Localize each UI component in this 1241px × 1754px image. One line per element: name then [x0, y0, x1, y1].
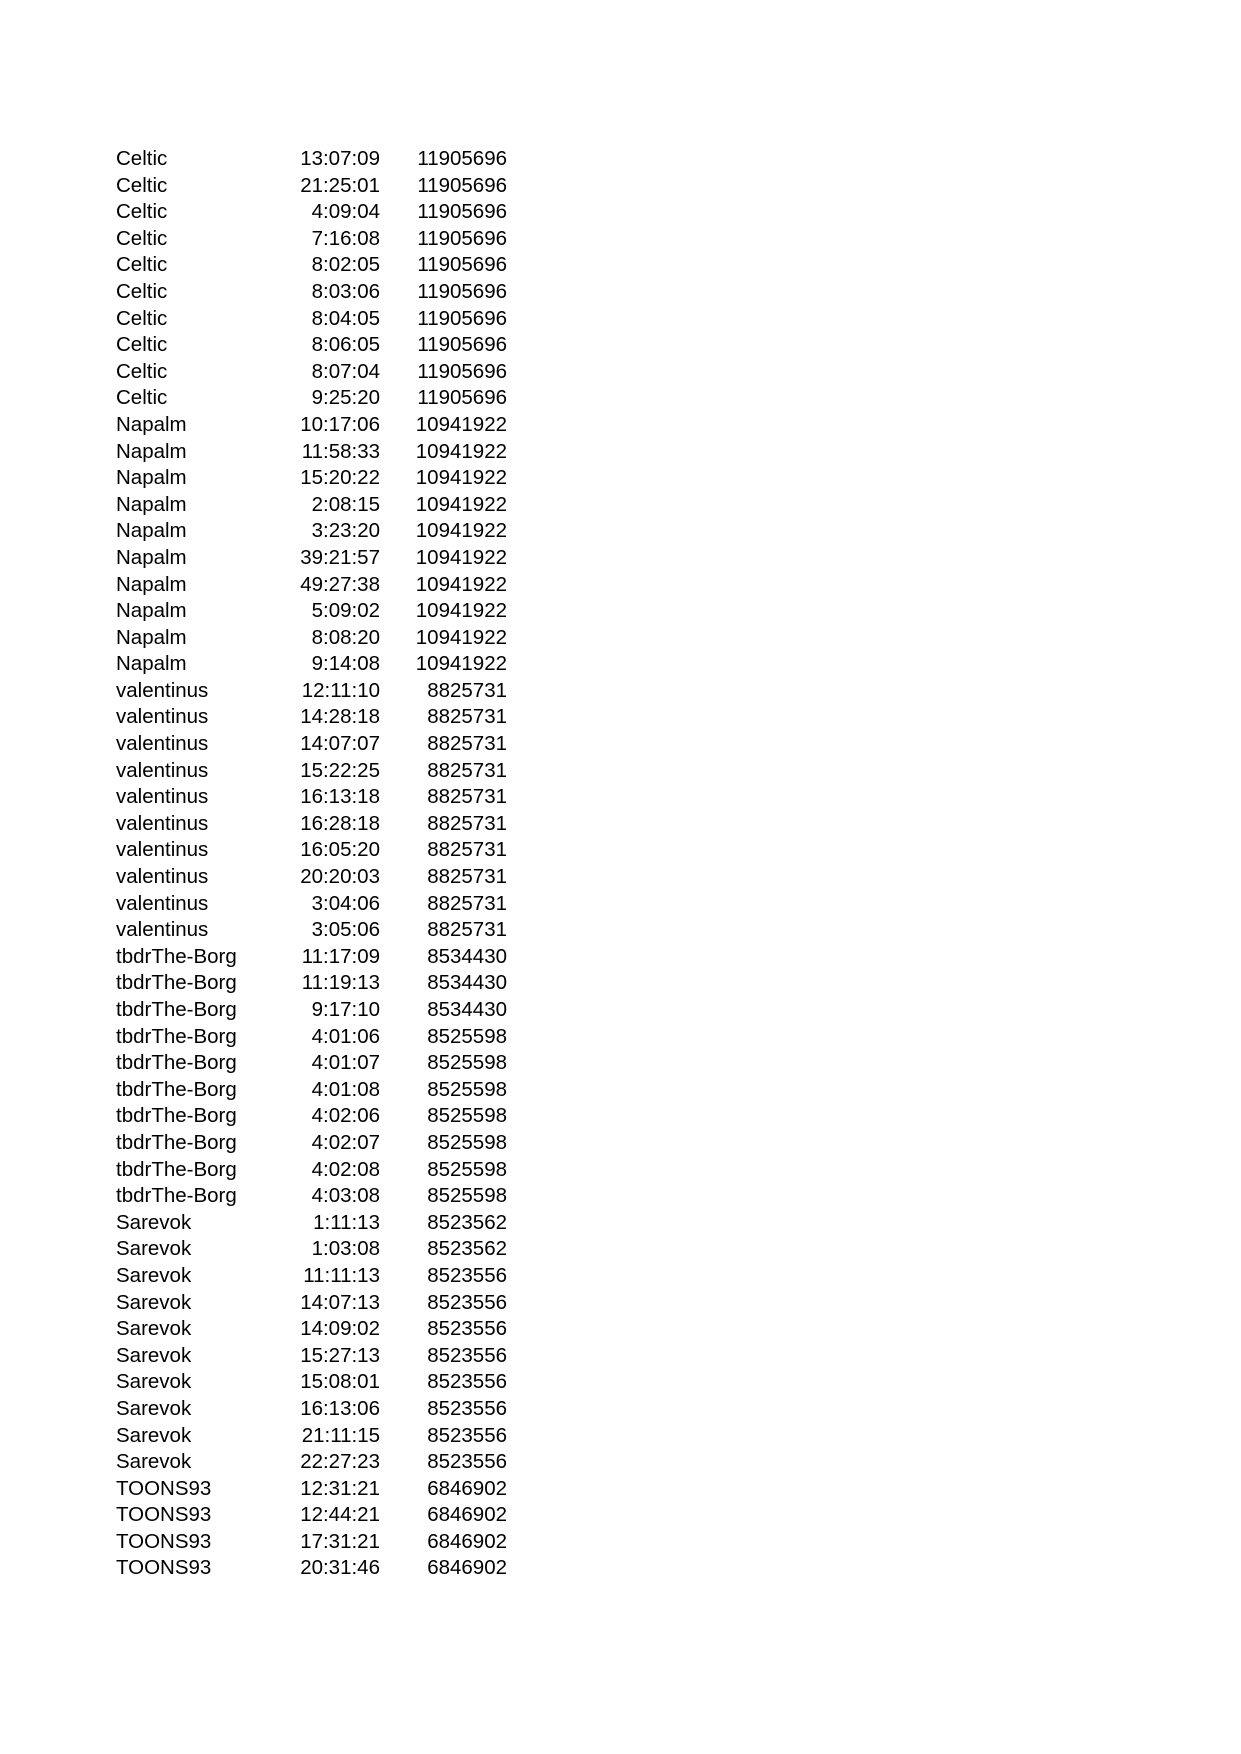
table-row [116, 1103, 507, 1130]
score-cell: 8523556 [427, 1263, 507, 1287]
player-name-cell: Celtic [116, 200, 168, 224]
player-name-cell: TOONS93 [116, 1503, 212, 1527]
table-row [116, 385, 507, 412]
score-cell: 8825731 [427, 705, 507, 729]
time-cell: 9:17:10 [311, 998, 380, 1021]
score-cell: 6846902 [427, 1476, 507, 1500]
table-row [116, 173, 507, 200]
player-name-cell: tbdrThe-Borg [116, 944, 237, 968]
time-cell: 16:28:18 [300, 811, 380, 835]
player-name-cell: Sarevok [116, 1343, 192, 1367]
score-cell: 8534430 [427, 998, 507, 1021]
score-cell: 6846902 [427, 1556, 507, 1580]
score-cell: 8525598 [427, 1157, 507, 1181]
player-name-cell: valentinus [116, 705, 209, 729]
table-row [116, 1529, 507, 1556]
player-name-cell: Sarevok [116, 1450, 192, 1474]
time-cell: 14:07:07 [300, 732, 380, 756]
time-cell: 16:13:06 [300, 1396, 380, 1420]
table-row [116, 997, 507, 1024]
time-cell: 21:25:01 [300, 173, 380, 197]
player-name-cell: Napalm [116, 519, 187, 543]
time-cell: 8:06:05 [311, 333, 380, 357]
time-cell: 20:20:03 [300, 865, 380, 889]
table-body [116, 146, 507, 1582]
time-cell: 4:01:08 [311, 1077, 380, 1101]
player-name-cell: Celtic [116, 253, 168, 277]
player-name-cell: Napalm [116, 545, 187, 569]
score-cell: 6846902 [427, 1529, 507, 1553]
score-cell: 8523556 [427, 1343, 507, 1367]
table-row [116, 651, 507, 678]
player-name-cell: valentinus [116, 758, 209, 782]
time-cell: 8:07:04 [311, 359, 380, 383]
score-cell: 8825731 [427, 918, 507, 942]
score-cell: 8534430 [427, 944, 507, 968]
score-cell: 8825731 [427, 732, 507, 756]
player-name-cell: valentinus [116, 918, 209, 942]
table-row [116, 518, 507, 545]
score-cell: 11905696 [417, 147, 507, 170]
score-cell: 10941922 [415, 466, 507, 490]
table-row [116, 598, 507, 625]
score-cell: 11905696 [417, 279, 507, 303]
player-name-cell: valentinus [116, 811, 209, 835]
score-cell: 11905696 [417, 200, 507, 224]
time-cell: 14:09:02 [300, 1317, 380, 1341]
score-cell: 10941922 [415, 572, 507, 596]
time-cell: 22:27:23 [300, 1450, 380, 1474]
table-row [116, 1157, 507, 1184]
score-cell: 8825731 [427, 678, 507, 702]
score-cell: 6846902 [427, 1503, 507, 1527]
player-name-cell: Sarevok [116, 1370, 192, 1394]
table-row [116, 306, 507, 333]
score-cell: 8825731 [427, 838, 507, 862]
player-name-cell: tbdrThe-Borg [116, 1157, 237, 1181]
score-cell: 10941922 [415, 519, 507, 543]
time-cell: 15:22:25 [300, 758, 380, 782]
time-cell: 16:05:20 [300, 838, 380, 862]
score-cell: 8825731 [427, 758, 507, 782]
table-row [116, 1423, 507, 1450]
table-row [116, 1369, 507, 1396]
score-cell: 10941922 [415, 412, 507, 436]
player-name-cell: TOONS93 [116, 1529, 212, 1553]
table-row [116, 1050, 507, 1077]
table-row [116, 625, 507, 652]
time-cell: 12:44:21 [300, 1503, 380, 1527]
player-name-cell: Napalm [116, 439, 187, 463]
score-cell: 11905696 [417, 226, 507, 250]
time-cell: 11:11:13 [303, 1263, 380, 1287]
player-name-cell: Sarevok [116, 1423, 192, 1447]
player-name-cell: Celtic [116, 173, 168, 197]
player-name-cell: valentinus [116, 785, 209, 809]
time-cell: 5:09:02 [311, 599, 380, 623]
data-table [116, 146, 507, 1582]
table-row [116, 252, 507, 279]
player-name-cell: valentinus [116, 838, 209, 862]
player-name-cell: Sarevok [116, 1396, 192, 1420]
player-name-cell: Napalm [116, 599, 187, 623]
time-cell: 8:02:05 [311, 253, 380, 277]
player-name-cell: Sarevok [116, 1237, 192, 1261]
time-cell: 1:03:08 [311, 1237, 380, 1261]
score-cell: 8523556 [427, 1423, 507, 1447]
table-row [116, 492, 507, 519]
table-row [116, 199, 507, 226]
time-cell: 7:16:08 [311, 226, 380, 250]
player-name-cell: tbdrThe-Borg [116, 1130, 237, 1154]
player-name-cell: Sarevok [116, 1263, 192, 1287]
player-name-cell: Celtic [116, 147, 168, 170]
table-row [116, 811, 507, 838]
player-name-cell: tbdrThe-Borg [116, 1051, 237, 1075]
score-cell: 8525598 [427, 1130, 507, 1154]
score-cell: 8523556 [427, 1370, 507, 1394]
score-cell: 8525598 [427, 1051, 507, 1075]
player-name-cell: Celtic [116, 279, 168, 303]
player-name-cell: tbdrThe-Borg [116, 1024, 237, 1048]
time-cell: 17:31:21 [300, 1529, 380, 1553]
time-cell: 12:11:10 [301, 678, 380, 702]
table-row [116, 837, 507, 864]
time-cell: 4:01:06 [311, 1024, 380, 1048]
score-cell: 10941922 [415, 492, 507, 516]
score-cell: 8523562 [427, 1237, 507, 1261]
player-name-cell: Celtic [116, 386, 168, 410]
player-name-cell: valentinus [116, 891, 209, 915]
score-cell: 8825731 [427, 891, 507, 915]
time-cell: 4:02:08 [311, 1157, 380, 1181]
time-cell: 49:27:38 [300, 572, 380, 596]
score-cell: 10941922 [415, 599, 507, 623]
table-row [116, 917, 507, 944]
player-name-cell: valentinus [116, 732, 209, 756]
table-row [116, 1343, 507, 1370]
player-name-cell: tbdrThe-Borg [116, 971, 237, 995]
table-row [116, 332, 507, 359]
score-cell: 11905696 [417, 333, 507, 357]
time-cell: 4:03:08 [311, 1184, 380, 1208]
time-cell: 15:27:13 [300, 1343, 380, 1367]
table-row [116, 731, 507, 758]
score-cell: 8534430 [427, 971, 507, 995]
score-cell: 8523562 [427, 1210, 507, 1234]
time-cell: 16:13:18 [300, 785, 380, 809]
time-cell: 20:31:46 [300, 1556, 380, 1580]
table-row [116, 146, 507, 173]
time-cell: 9:25:20 [311, 386, 380, 410]
player-name-cell: Celtic [116, 226, 168, 250]
table-row [116, 1077, 507, 1104]
table-row [116, 864, 507, 891]
score-cell: 11905696 [417, 359, 507, 383]
table-row [116, 1263, 507, 1290]
table-row [116, 1024, 507, 1051]
time-cell: 39:21:57 [300, 545, 380, 569]
time-cell: 15:08:01 [300, 1370, 380, 1394]
time-cell: 14:28:18 [300, 705, 380, 729]
table-row [116, 1210, 507, 1237]
table-row [116, 891, 507, 918]
table-row [116, 944, 507, 971]
score-cell: 11905696 [417, 306, 507, 330]
score-cell: 8523556 [427, 1290, 507, 1314]
time-cell: 11:19:13 [301, 971, 380, 995]
player-name-cell: Napalm [116, 652, 187, 676]
time-cell: 12:31:21 [300, 1476, 380, 1500]
score-cell: 10941922 [415, 545, 507, 569]
player-name-cell: Sarevok [116, 1290, 192, 1314]
table-row [116, 1502, 507, 1529]
score-cell: 11905696 [417, 173, 507, 197]
time-cell: 21:11:15 [301, 1423, 380, 1447]
table-row [116, 545, 507, 572]
player-name-cell: tbdrThe-Borg [116, 1184, 237, 1208]
table-row [116, 465, 507, 492]
score-cell: 8525598 [427, 1024, 507, 1048]
table-row [116, 678, 507, 705]
player-name-cell: tbdrThe-Borg [116, 998, 237, 1021]
time-cell: 14:07:13 [300, 1290, 380, 1314]
player-name-cell: tbdrThe-Borg [116, 1104, 237, 1128]
score-cell: 8523556 [427, 1450, 507, 1474]
time-cell: 1:11:13 [313, 1210, 380, 1234]
time-cell: 8:08:20 [311, 625, 380, 649]
table-row [116, 226, 507, 253]
table-row [116, 439, 507, 466]
score-cell: 10941922 [415, 625, 507, 649]
table-row [116, 704, 507, 731]
time-cell: 3:05:06 [311, 918, 380, 942]
player-name-cell: Celtic [116, 333, 168, 357]
time-cell: 11:17:09 [301, 944, 380, 968]
time-cell: 4:01:07 [311, 1051, 380, 1075]
time-cell: 2:08:15 [311, 492, 380, 516]
table-row [116, 1396, 507, 1423]
player-name-cell: Sarevok [116, 1210, 192, 1234]
time-cell: 3:04:06 [311, 891, 380, 915]
player-name-cell: Sarevok [116, 1317, 192, 1341]
score-cell: 8523556 [427, 1317, 507, 1341]
score-cell: 8523556 [427, 1396, 507, 1420]
player-name-cell: valentinus [116, 865, 209, 889]
time-cell: 3:23:20 [311, 519, 380, 543]
table-row [116, 970, 507, 997]
score-cell: 8825731 [427, 785, 507, 809]
time-cell: 8:04:05 [311, 306, 380, 330]
time-cell: 8:03:06 [311, 279, 380, 303]
player-name-cell: Napalm [116, 412, 187, 436]
table-row [116, 412, 507, 439]
score-cell: 8825731 [427, 811, 507, 835]
time-cell: 11:58:33 [301, 439, 380, 463]
table-row [116, 784, 507, 811]
score-cell: 8525598 [427, 1077, 507, 1101]
score-cell: 10941922 [415, 439, 507, 463]
time-cell: 4:02:06 [311, 1104, 380, 1128]
table-row [116, 1555, 507, 1582]
table-row [116, 279, 507, 306]
table-row [116, 1183, 507, 1210]
player-name-cell: valentinus [116, 678, 209, 702]
time-cell: 10:17:06 [300, 412, 380, 436]
time-cell: 4:02:07 [311, 1130, 380, 1154]
score-cell: 8525598 [427, 1104, 507, 1128]
score-cell: 8825731 [427, 865, 507, 889]
player-name-cell: tbdrThe-Borg [116, 1077, 237, 1101]
table-row [116, 1290, 507, 1317]
player-name-cell: TOONS93 [116, 1556, 212, 1580]
score-cell: 8525598 [427, 1184, 507, 1208]
table-row [116, 1130, 507, 1157]
table-row [116, 758, 507, 785]
time-cell: 4:09:04 [311, 200, 380, 224]
table-row [116, 359, 507, 386]
player-name-cell: Napalm [116, 572, 187, 596]
table-row [116, 572, 507, 599]
player-name-cell: Napalm [116, 625, 187, 649]
table-row [116, 1236, 507, 1263]
player-name-cell: Napalm [116, 492, 187, 516]
table-row [116, 1316, 507, 1343]
table-row [116, 1449, 507, 1476]
score-cell: 10941922 [415, 652, 507, 676]
score-cell: 11905696 [417, 253, 507, 277]
player-name-cell: Celtic [116, 306, 168, 330]
player-name-cell: TOONS93 [116, 1476, 212, 1500]
time-cell: 9:14:08 [311, 652, 380, 676]
time-cell: 15:20:22 [300, 466, 380, 490]
time-cell: 13:07:09 [300, 147, 380, 170]
table-row [116, 1476, 507, 1503]
player-name-cell: Celtic [116, 359, 168, 383]
score-cell: 11905696 [417, 386, 507, 410]
player-name-cell: Napalm [116, 466, 187, 490]
